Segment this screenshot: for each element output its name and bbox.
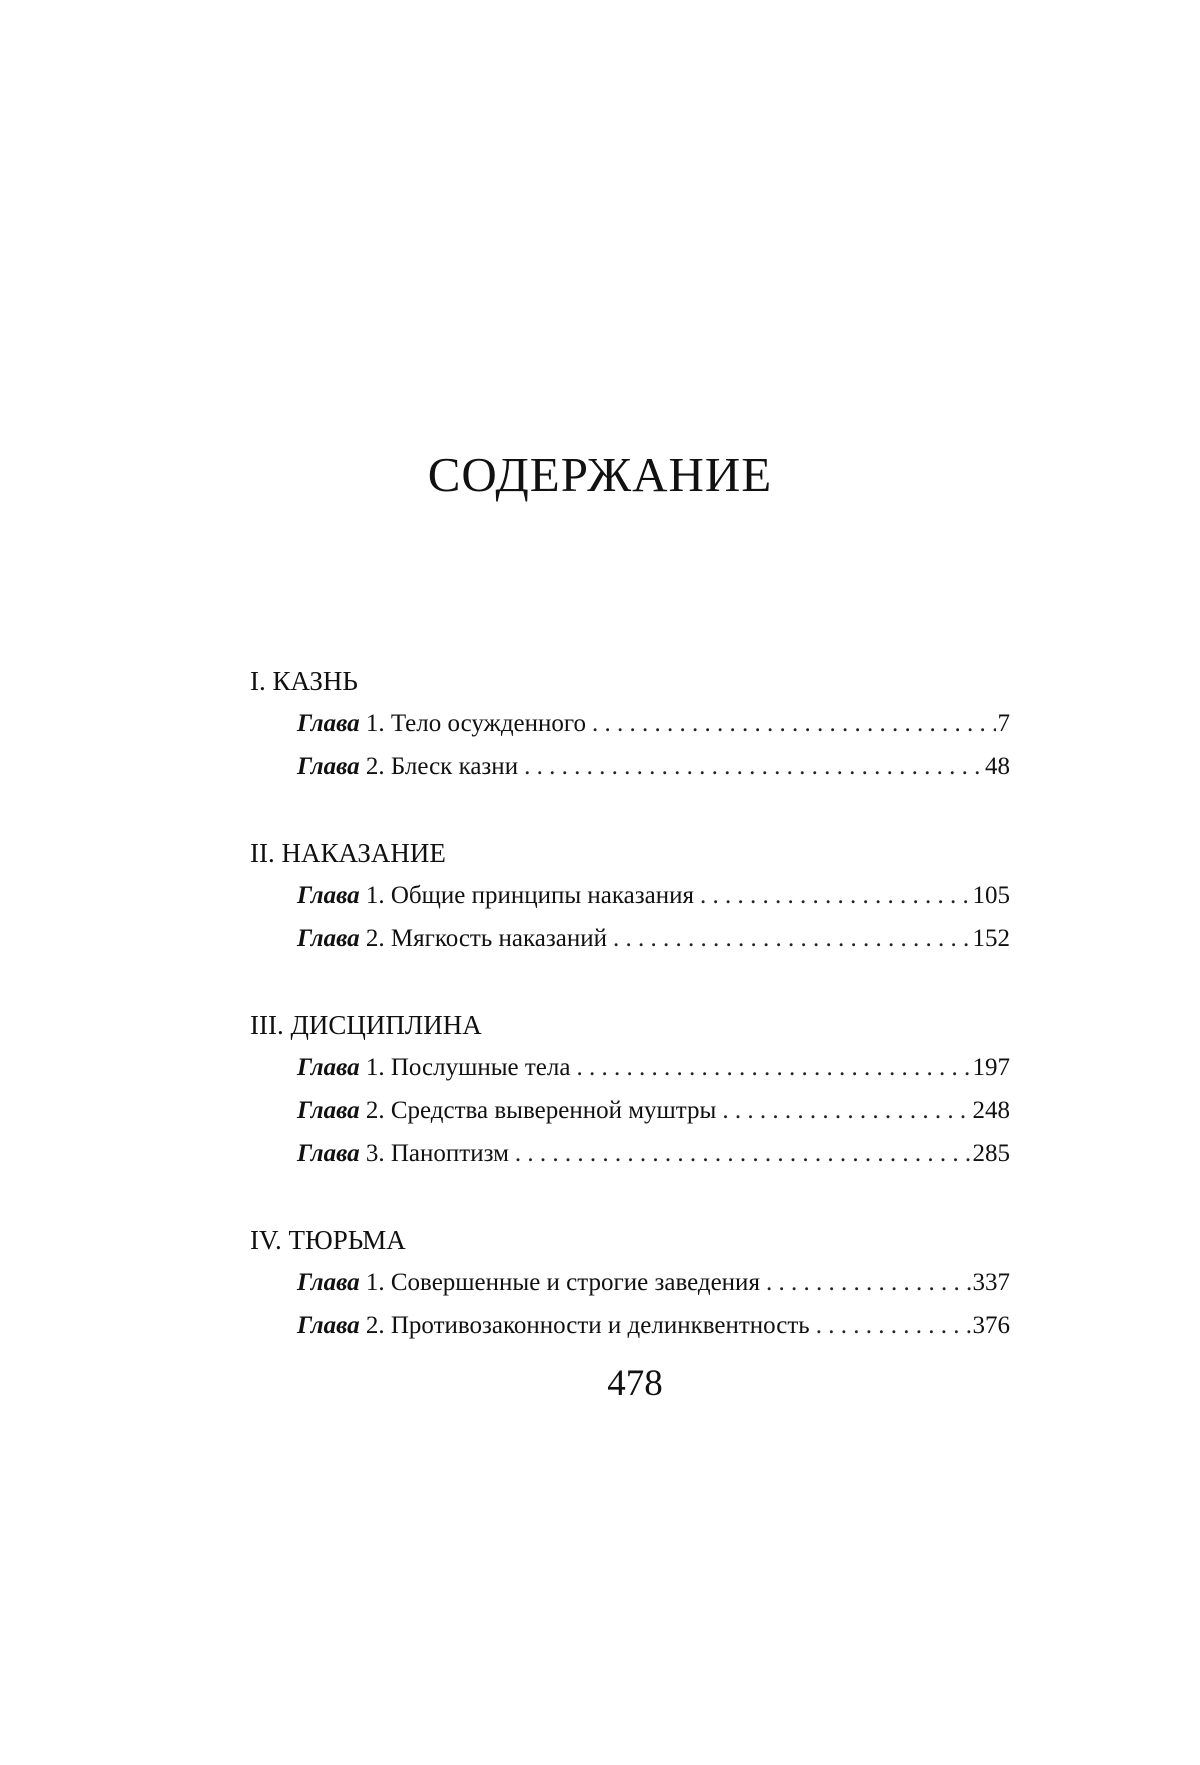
page-ref: 285 bbox=[972, 1140, 1010, 1167]
toc-entry[interactable] bbox=[297, 702, 1010, 745]
chapter-word: Глава bbox=[297, 882, 360, 909]
entry-label bbox=[297, 702, 592, 745]
toc-entry[interactable] bbox=[297, 917, 1010, 960]
page-ref: 376 bbox=[972, 1312, 1010, 1339]
page-ref: 337 bbox=[972, 1269, 1010, 1296]
toc-part bbox=[250, 832, 1010, 960]
entry-label bbox=[297, 1132, 515, 1175]
chapter-word: Глава bbox=[297, 1140, 360, 1167]
page-ref: 7 bbox=[997, 710, 1010, 737]
toc-entry[interactable] bbox=[297, 1046, 1010, 1089]
page-number: 478 bbox=[607, 1363, 663, 1404]
entry-label bbox=[297, 1089, 722, 1132]
table-of-contents bbox=[250, 660, 1010, 1391]
toc-part bbox=[250, 660, 1010, 788]
toc-entry[interactable] bbox=[297, 1089, 1010, 1132]
chapter-word: Глава bbox=[297, 925, 360, 952]
chapter-word: Глава bbox=[297, 710, 360, 737]
page-ref: 105 bbox=[972, 882, 1010, 909]
chapter-word: Глава bbox=[297, 753, 360, 780]
dot-leader bbox=[515, 1132, 971, 1175]
toc-entry[interactable] bbox=[297, 745, 1010, 788]
entry-label bbox=[297, 917, 613, 960]
dot-leader bbox=[700, 874, 971, 917]
page-title: СОДЕРЖАНИЕ bbox=[427, 447, 773, 502]
dot-leader bbox=[613, 917, 971, 960]
toc-entry[interactable] bbox=[297, 1304, 1010, 1347]
entry-label bbox=[297, 745, 524, 788]
toc-entry[interactable] bbox=[297, 1132, 1010, 1175]
chapter-list bbox=[250, 702, 1010, 788]
entry-label bbox=[297, 874, 700, 917]
chapter-title: 1. Общие принципы наказания bbox=[359, 882, 694, 909]
chapter-word: Глава bbox=[297, 1269, 360, 1296]
chapter-word: Глава bbox=[297, 1097, 360, 1124]
entry-label bbox=[297, 1261, 766, 1304]
page-ref: 48 bbox=[985, 753, 1010, 780]
dot-leader bbox=[524, 745, 983, 788]
toc-part bbox=[250, 1004, 1010, 1175]
page-ref: 152 bbox=[972, 925, 1010, 952]
chapter-title: 1. Послушные тела bbox=[359, 1054, 571, 1081]
chapter-title: 2. Противозаконности и делинквентность bbox=[359, 1312, 810, 1339]
dot-leader bbox=[576, 1046, 970, 1089]
dot-leader bbox=[592, 702, 995, 745]
dot-leader bbox=[816, 1304, 971, 1347]
chapter-title: 2. Блеск казни bbox=[359, 753, 519, 780]
toc-entry[interactable] bbox=[297, 874, 1010, 917]
chapter-word: Глава bbox=[297, 1054, 360, 1081]
entry-label bbox=[297, 1046, 576, 1089]
part-title: III. ДИСЦИПЛИНА bbox=[250, 1010, 482, 1040]
chapter-title: 1. Тело осужденного bbox=[359, 710, 587, 737]
chapter-title: 2. Мягкость наказаний bbox=[359, 925, 607, 952]
chapter-list bbox=[250, 1261, 1010, 1347]
dot-leader bbox=[722, 1089, 970, 1132]
part-title: IV. ТЮРЬМА bbox=[250, 1225, 406, 1255]
part-title: II. НАКАЗАНИЕ bbox=[250, 838, 446, 868]
toc-entry[interactable] bbox=[297, 1261, 1010, 1304]
toc-part bbox=[250, 1219, 1010, 1347]
chapter-title: 3. Паноптизм bbox=[359, 1140, 509, 1167]
chapter-title: 2. Средства выверенной муштры bbox=[359, 1097, 717, 1124]
chapter-word: Глава bbox=[297, 1312, 360, 1339]
entry-label bbox=[297, 1304, 816, 1347]
dot-leader bbox=[766, 1261, 971, 1304]
chapter-title: 1. Совершенные и строгие заведения bbox=[359, 1269, 760, 1296]
chapter-list bbox=[250, 1046, 1010, 1175]
part-title: I. КАЗНЬ bbox=[250, 666, 358, 696]
chapter-list bbox=[250, 874, 1010, 960]
page-ref: 248 bbox=[972, 1097, 1010, 1124]
page-ref: 197 bbox=[972, 1054, 1010, 1081]
